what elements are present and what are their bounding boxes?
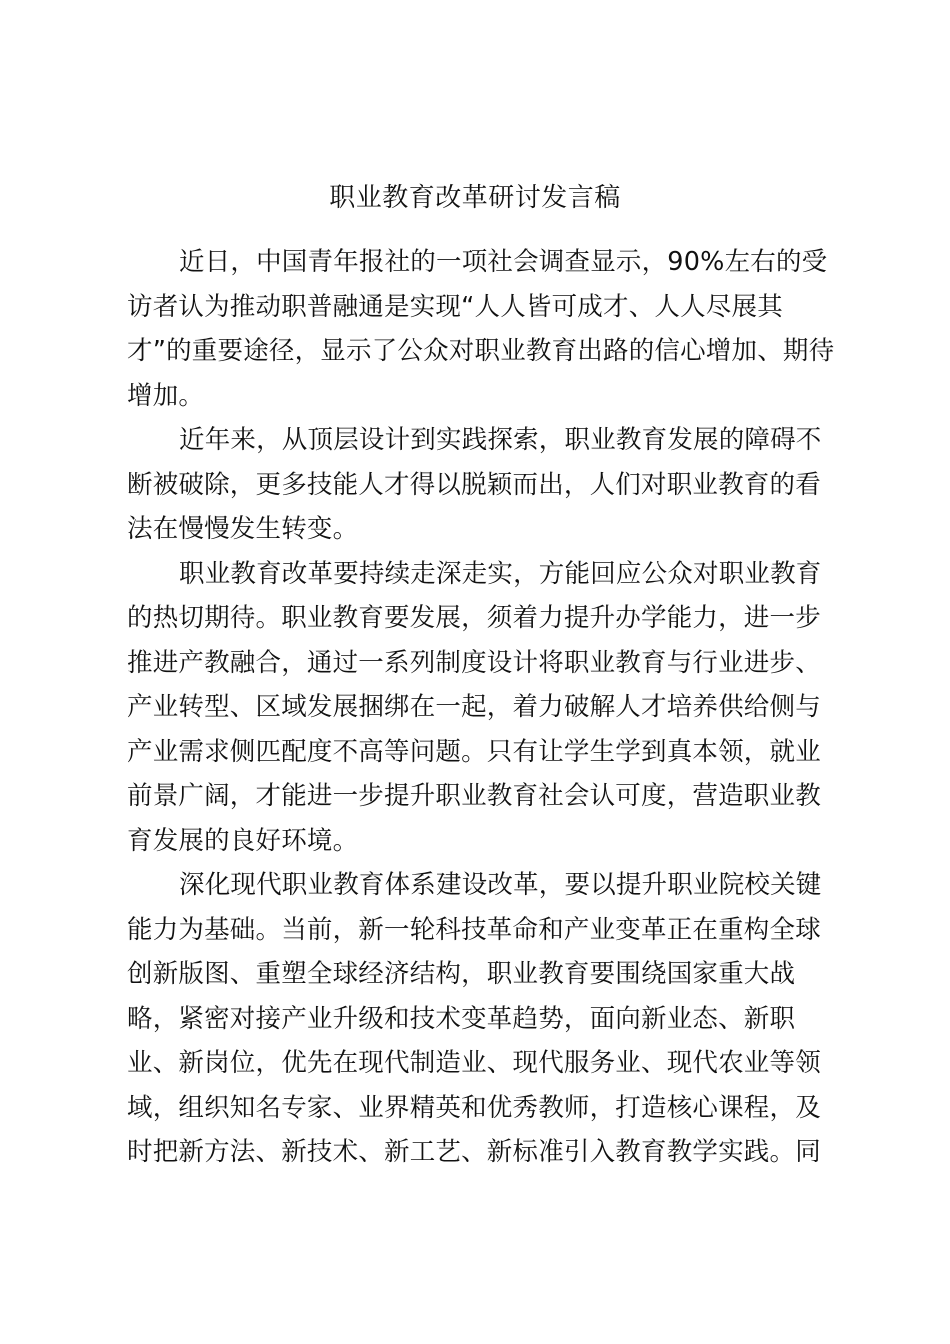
document-title: 职业教育改革研讨发言稿 [329, 183, 621, 213]
paragraph-3 [127, 552, 827, 864]
paragraph-line: 能力为基础。当前，新一轮科技革命和产业变革正在重构全球 [127, 914, 821, 945]
paragraph-line: 增加。 [127, 380, 205, 411]
paragraph-line: 的热切期待。职业教育要发展，须着力提升办学能力，进一步 [127, 603, 821, 633]
paragraph-line: 访者认为推动职普融通是实现“人人皆可成才、人人尽展其 [127, 291, 783, 322]
paragraph-1 [127, 240, 835, 418]
paragraph-line: 育发展的良好环境。 [127, 825, 359, 856]
paragraph-line: 推进产教融合，通过一系列制度设计将职业教育与行业进步、 [127, 647, 821, 678]
paragraph-2 [127, 418, 827, 552]
document-body [127, 240, 835, 1175]
paragraph-line: 时把新方法、新技术、新工艺、新标准引入教育教学实践。同 [127, 1137, 821, 1167]
paragraph-line: 近日，中国青年报社的一项社会调查显示，90%左右的受 [179, 247, 828, 277]
paragraph-line: 产业需求侧匹配度不高等问题。只有让学生学到真本领，就业 [127, 736, 821, 767]
paragraph-line: 前景广阔，才能进一步提升职业教育社会认可度，营造职业教 [127, 781, 821, 811]
paragraph-line: 创新版图、重塑全球经济结构，职业教育要围绕国家重大战 [127, 959, 796, 989]
paragraph-line: 职业教育改革要持续走深走实，方能回应公众对职业教育 [179, 558, 822, 589]
paragraph-line: 产业转型、区域发展捆绑在一起，着力破解人才培养供给侧与 [127, 692, 821, 722]
paragraph-line: 法在慢慢发生转变。 [127, 514, 359, 544]
paragraph-line: 域，组织知名专家、业界精英和优秀教师，打造核心课程，及 [127, 1092, 821, 1123]
paragraph-line: 深化现代职业教育体系建设改革，要以提升职业院校关键 [179, 870, 822, 900]
paragraph-line: 近年来，从顶层设计到实践探索，职业教育发展的障碍不 [179, 425, 822, 455]
paragraph-line: 才”的重要途径，显示了公众对职业教育出路的信心增加、期待 [127, 336, 835, 366]
paragraph-line: 断被破除，更多技能人才得以脱颖而出，人们对职业教育的看 [127, 469, 821, 500]
paragraph-line: 业、新岗位，优先在现代制造业、现代服务业、现代农业等领 [127, 1048, 821, 1078]
paragraph-4 [127, 863, 827, 1175]
paragraph-line: 略，紧密对接产业升级和技术变革趋势，面向新业态、新职 [127, 1003, 796, 1034]
